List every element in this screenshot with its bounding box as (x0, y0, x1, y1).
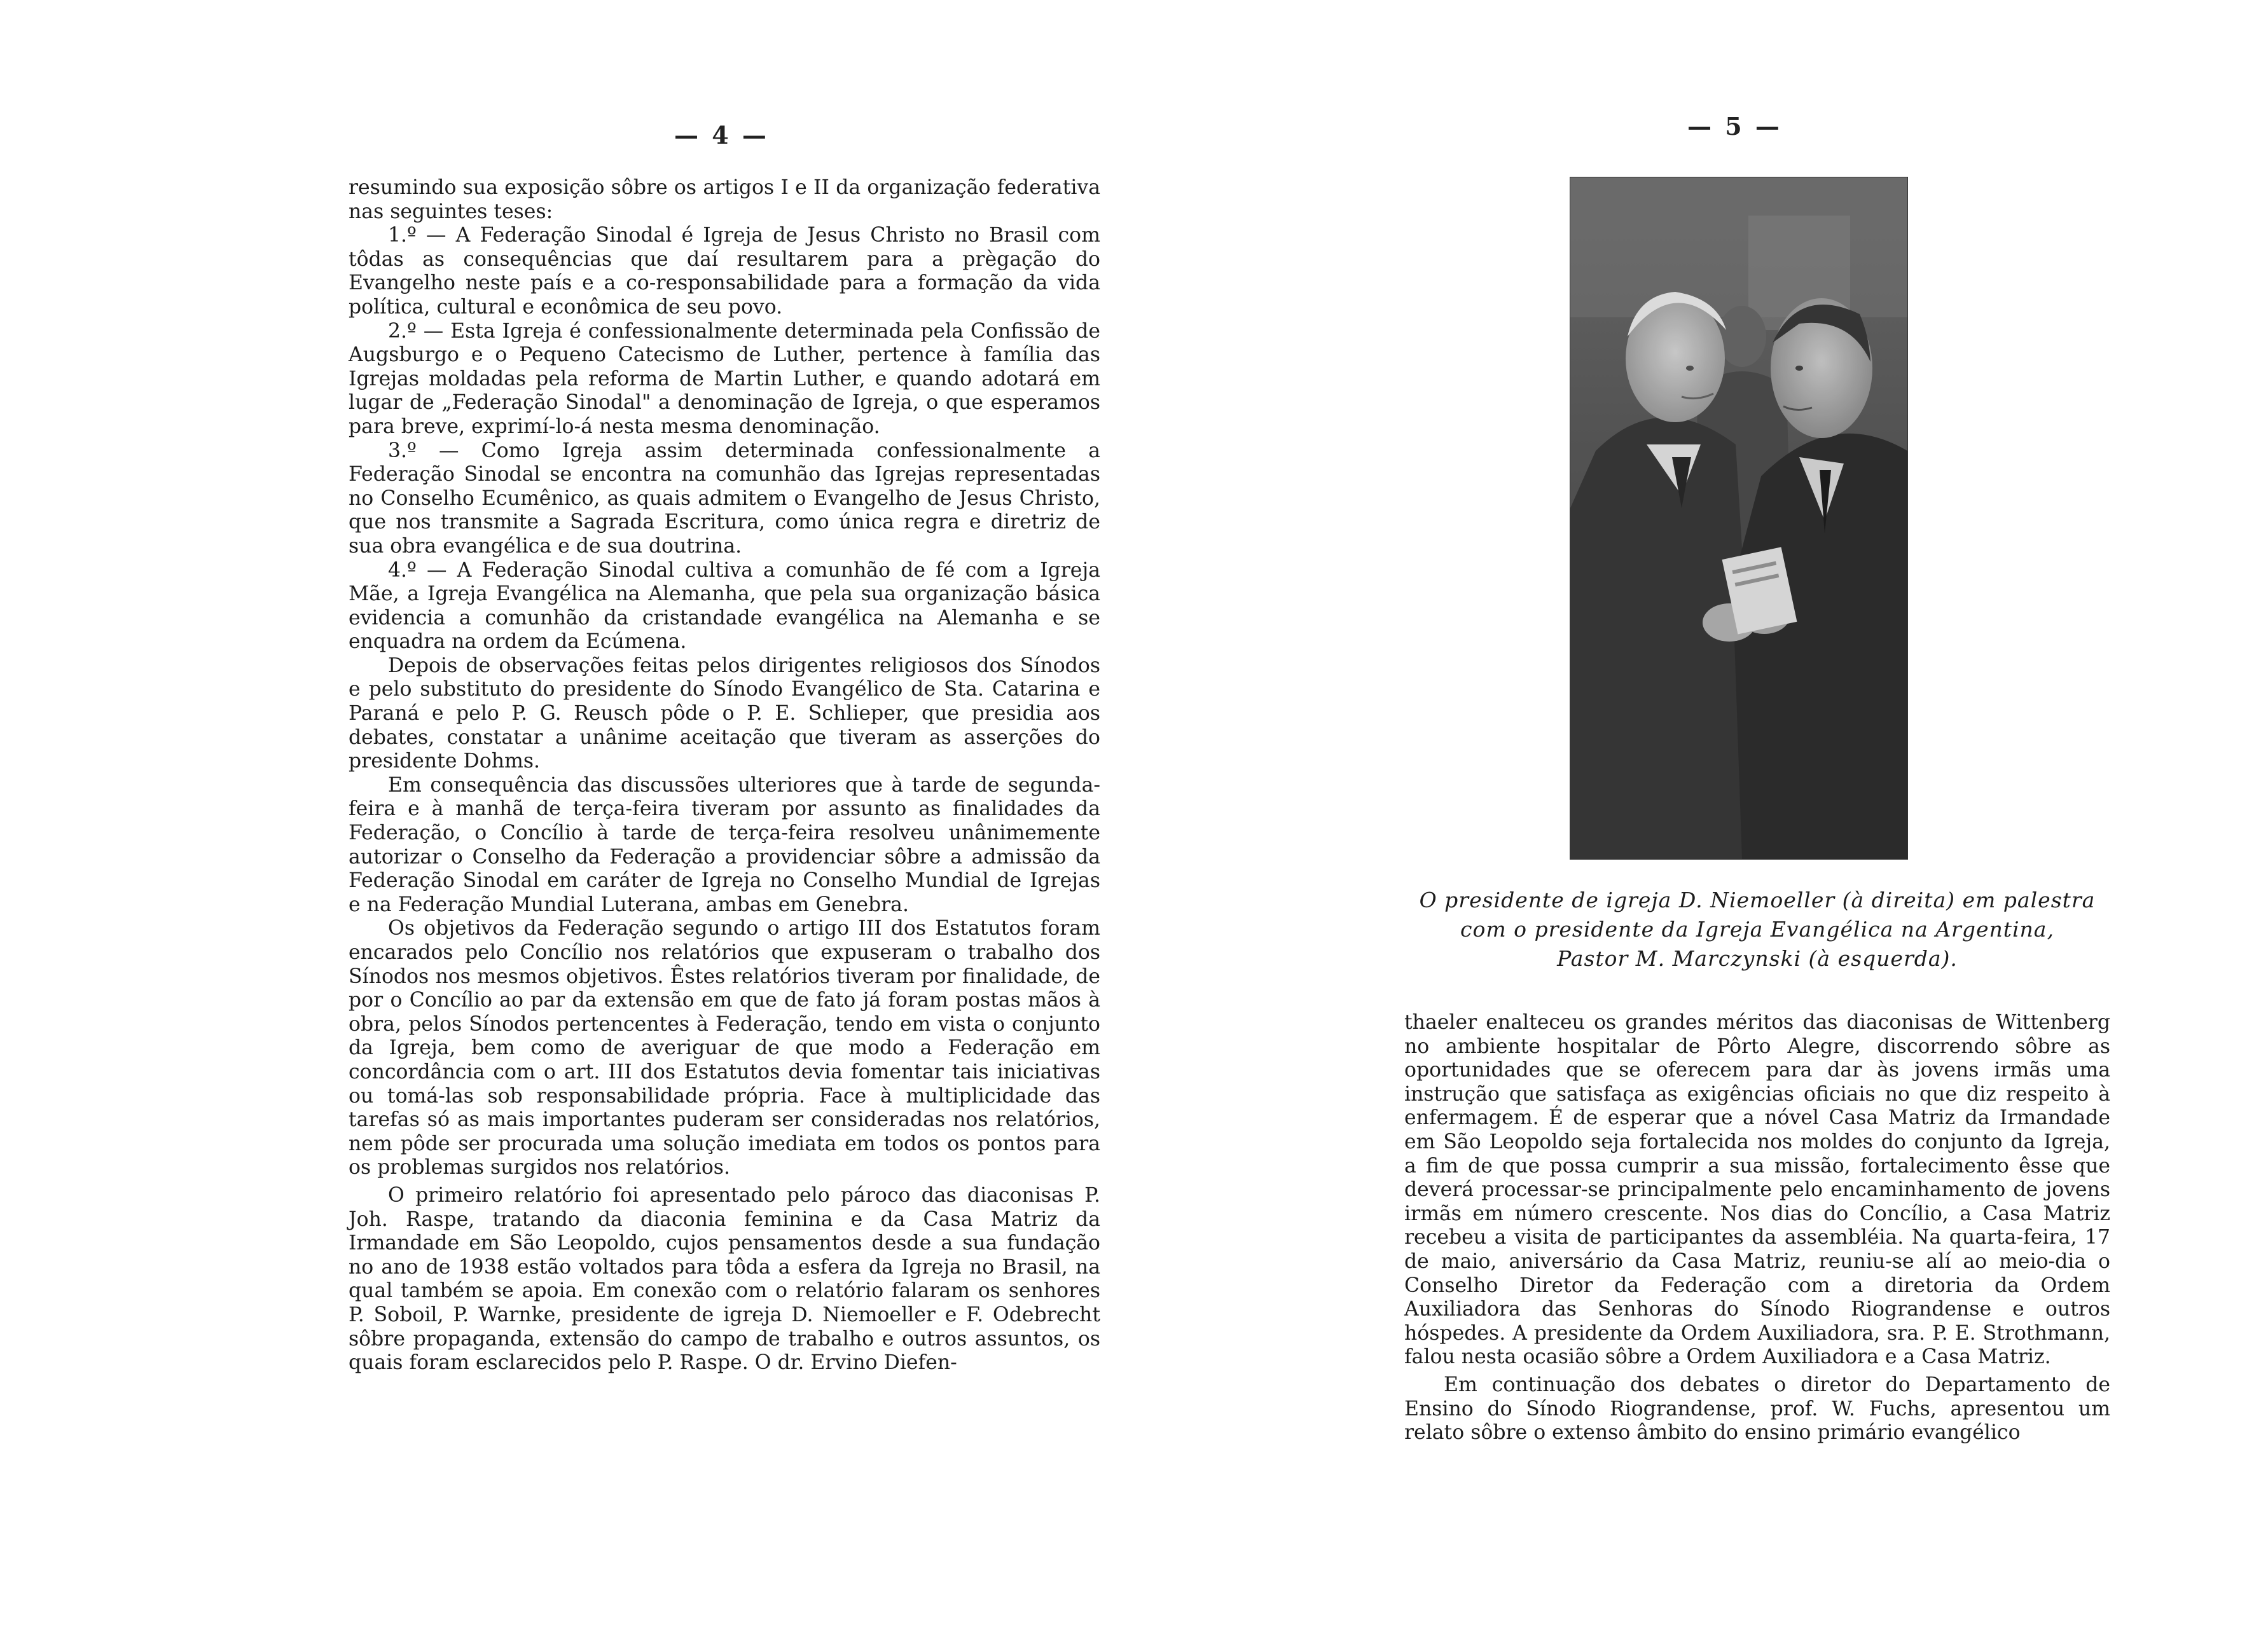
photograph (1570, 177, 1908, 860)
paragraph-thesis-3: 3.º — Como Igreja assim determinada confessionalmente a Federação Sinodal se encontra na comunhão das Igrejas representadas no Conselho Ecumênico, as quais admitem o Evangelho de Jesus Christo, que nos transmite a Sagrada Escritura, como única regra e diretriz de sua obra evangélica e de sua doutrina. (349, 439, 1100, 558)
paragraph-thesis-4: 4.º — A Federação Sinodal cultiva a comunhão de fé com a Igreja Mãe, a Igreja Evangélica na Alemanha, que pela sua organização básica evidencia a comunhão da cristandade evangélica na Alemanha e se enquadra na ordem da Ecúmena. (349, 558, 1100, 654)
paragraph-objectives: Os objetivos da Federação segundo o artigo III dos Estatutos foram encarados pelo Concílio nos relatórios que expuseram o trabalho dos Sínodos nos mesmos objetivos. Êstes relatórios tiveram por finalidade, de por o Concílio ao par da extensão em que de fato já foram postas mãos à obra, pelos Sínodos pertencentes à Federação, tendo em vista o conjunto da Igreja, bem como de averiguar de que modo a Federação em concordância com o art. III dos Estatutos devia fomentar tais iniciativas ou tomá-las sob responsabilidade própria. Face à multiplicidade das tarefas só as mais importantes puderam ser consideradas nos relatórios, nem pôde ser procurada uma solução imediata em todos os pontos para os problemas surgidos nos relatórios. (349, 917, 1100, 1179)
paragraph-thesis-1: 1.º — A Federação Sinodal é Igreja de Jesus Christo no Brasil com tôdas as consequências que daí resultarem para a prègação do Evangelho neste país e a co-responsabilidade para a formação da vida política, cultural e econômica de seu povo. (349, 224, 1100, 319)
right-text-column (1404, 1011, 2110, 1445)
right-page (1134, 0, 2268, 1629)
left-text-column (349, 176, 1100, 1375)
photo-two-men-conversing-icon (1570, 177, 1907, 859)
paragraph-first-report: O primeiro relatório foi apresentado pelo pároco das diaconisas P. Joh. Raspe, tratando da diaconia feminina e da Casa Matriz da Irmandade em São Leopoldo, cujos pensamentos desde a sua fundação no ano de 1938 estão voltados para tôda a esfera da Igreja no Brasil, na qual também se apoia. Em conexão com o relatório falaram os senhores P. Soboil, P. Warnke, presidente de igreja D. Niemoeller e F. Odebrecht sôbre propaganda, extensão do campo de trabalho e outros assuntos, os quais foram esclarecidos pelo P. Raspe. O dr. Ervino Diefen- (349, 1183, 1100, 1375)
paragraph-thesis-2: 2.º — Esta Igreja é confessionalmente determinada pela Confissão de Augsburgo e o Pequeno Catecismo de Luther, pertence à família das Igrejas moldadas pela reforma de Martin Luther, e quando adotará em lugar de „Federação Sinodal" a denominação de Igreja, o que esperamos para breve, exprimí-lo-á nesta mesma denominação. (349, 319, 1100, 438)
page-number-right: — 5 — (1687, 112, 1782, 141)
paragraph-consequence: Em consequência das discussões ulteriores que à tarde de segunda-feira e à manhã de terça-feira tiveram por assunto as finalidades da Federação, o Concílio à tarde de terça-feira resolveu unânimemente autorizar o Conselho da Federação a providenciar sôbre a admissão da Federação Sinodal em caráter de Igreja no Conselho Mundial de Igrejas e na Federação Mundial Luterana, ambas em Genebra. (349, 773, 1100, 916)
page-number-left: — 4 — (674, 121, 769, 149)
photo-caption (1376, 886, 2139, 973)
caption-line: Pastor M. Marczynski (à esquerda). (1557, 946, 1958, 971)
caption-line: com o presidente da Igreja Evangélica na Argentina, (1460, 917, 2054, 942)
paragraph-intro: resumindo sua exposição sôbre os artigos I e II da organização federativa nas seguintes teses: (349, 176, 1100, 223)
paragraph-observations: Depois de observações feitas pelos dirigentes religiosos dos Sínodos e pelo substituto do presidente do Sínodo Evangélico de Sta. Catarina e Paraná e pelo P. G. Reusch pôde o P. E. Schlieper, que presidia aos debates, constatar a unânime aceitação que tiveram as asserções do presidente Dohms. (349, 654, 1100, 773)
paragraph-continuation: thaeler enalteceu os grandes méritos das diaconisas de Wittenberg no ambiente hospitalar de Pôrto Alegre, discorrendo sôbre as oportunidades que se oferecem para dar às jovens irmãs uma instrução que satisfaça as exigências oficiais no que diz respeito à enfermagem. É de esperar que a nóvel Casa Matriz da Irmandade em São Leopoldo seja fortalecida nos moldes do conjunto da Igreja, a fim de que possa cumprir a sua missão, fortalecimento êsse que deverá processar-se principalmente pelo encaminhamento de jovens irmãs em número crescente. Nos dias do Concílio, a Casa Matriz recebeu a visita de participantes da assembléia. Na quarta-feira, 17 de maio, aniversário da Casa Matriz, reuniu-se alí ao meio-dia o Conselho Diretor da Federação com a diretoria da Ordem Auxiliadora das Senhoras do Sínodo Riograndense e outros hóspedes. A presidente da Ordem Auxiliadora, sra. P. E. Strothmann, falou nesta ocasião sôbre a Ordem Auxiliadora e a Casa Matriz. (1404, 1011, 2110, 1369)
paragraph-debates: Em continuação dos debates o diretor do Departamento de Ensino do Sínodo Riograndense, prof. W. Fuchs, apresentou um relato sôbre o extenso âmbito do ensino primário evangélico (1404, 1373, 2110, 1445)
caption-line: O presidente de igreja D. Niemoeller (à direita) em palestra (1419, 888, 2096, 912)
